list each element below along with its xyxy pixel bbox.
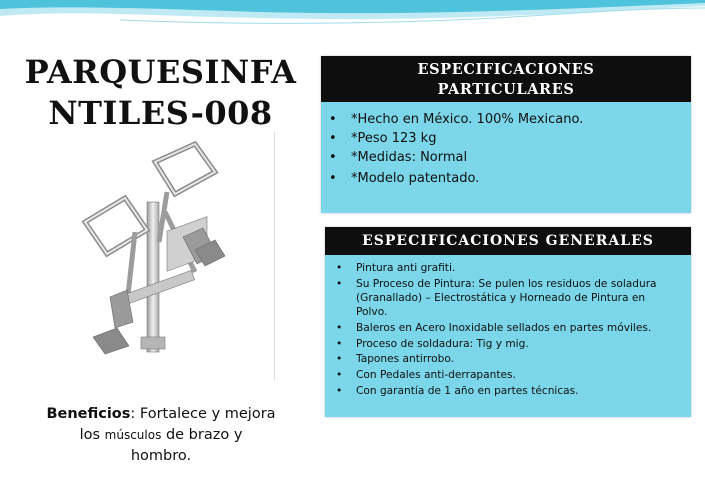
specs-particulares-list — [321, 110, 691, 188]
list-item: • Proceso de soldadura: Tig y mig. — [356, 337, 679, 351]
benefits-part-1: : Fortalece y mejora — [130, 406, 276, 422]
benefits-text — [20, 404, 302, 467]
list-item: • Con garantía de 1 año en partes técnicas. — [356, 384, 679, 398]
benefits-part-6: . — [186, 448, 192, 464]
specs-particulares-header-line-1: ESPECIFICACIONES — [417, 61, 595, 78]
specs-particulares-header — [321, 56, 691, 102]
benefits-label: Beneficios — [46, 406, 131, 422]
specs-particulares-box — [321, 56, 691, 213]
top-wave-decoration — [0, 0, 705, 40]
list-item: • *Modelo patentado. — [351, 169, 691, 188]
specs-generales-header: ESPECIFICACIONES GENERALES — [325, 227, 691, 255]
title-line-2: NTILES-008 — [48, 94, 273, 132]
image-divider — [274, 132, 275, 380]
benefits-part-4: de brazo y — [161, 427, 243, 443]
product-title — [8, 52, 313, 134]
list-item: • Su Proceso de Pintura: Se pulen los residuos de soladura (Granallado) – Electrostática y Horneado de Pintura en Polvo. — [356, 277, 679, 320]
benefits-part-5: hombro — [130, 448, 187, 464]
list-item: • Baleros en Acero Inoxidable sellados en partes móviles. — [356, 321, 679, 335]
list-item: • *Medidas: Normal — [351, 148, 691, 167]
benefits-part-2: los — [79, 427, 105, 443]
list-item: • Con Pedales anti-derrapantes. — [356, 368, 679, 382]
specs-generales-list — [325, 261, 691, 398]
list-item: • *Peso 123 kg — [351, 129, 691, 148]
specs-particulares-header-line-2: PARTICULARES — [437, 81, 575, 98]
product-image — [55, 132, 273, 386]
title-line-1: PARQUESINFA — [24, 53, 297, 91]
benefits-part-3: músculos — [104, 428, 162, 442]
list-item: • Pintura anti grafiti. — [356, 261, 679, 275]
specs-generales-box — [325, 227, 691, 417]
list-item: • Tapones antirrobo. — [356, 352, 679, 366]
list-item: • *Hecho en México. 100% Mexicano. — [351, 110, 691, 129]
